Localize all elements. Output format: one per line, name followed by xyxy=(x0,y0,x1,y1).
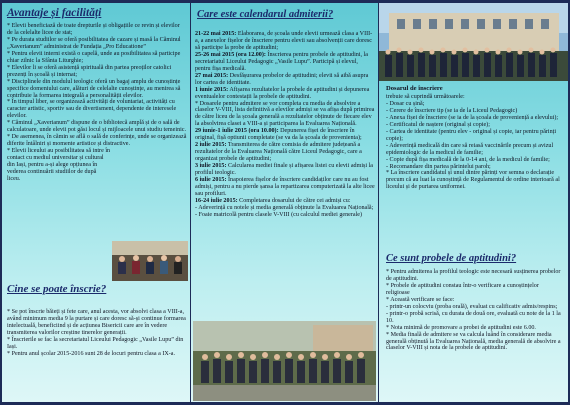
dossier-title: Dosarul de înscriere xyxy=(386,85,443,92)
calendar-entry-text: Elaborarea, de școala unde elevii urmează clasa a VIII-a, a anexelor fișelor de înscriere pentru elevii sau absolvenții care doresc să participe la probe de aptitudini; xyxy=(195,31,373,51)
calendar-entry-date: 6 iulie 2015: xyxy=(195,177,227,184)
aptitude-tests-title: Ce sunt probele de aptitudini? xyxy=(386,253,517,264)
calendar-entry-text: Înscrierea pentru probele de aptitudini, la secretariatul Liceului Pedagogic „Vasile Lupu”. Participă și elevul, pentru fișa medicală. xyxy=(195,51,368,72)
dossier-item: - Anexa fișei de înscriere (se ia de la școala de proveniență a elevului); xyxy=(386,114,559,121)
dossier-item: - Dosar cu șină; xyxy=(386,100,425,107)
advantage-item: * Pentru elevii interni există o capelă, unde au posibilitatea să participe chiar zilnic la Sfânta Liturghie; xyxy=(7,50,181,64)
panel-advantages xyxy=(2,3,190,402)
calendar-entry xyxy=(195,212,375,219)
calendar-title: Care este calendarul admiterii? xyxy=(197,9,334,20)
calendar-entry xyxy=(195,198,375,205)
advantages-title: Avantaje și facilități xyxy=(7,7,102,19)
dossier-item: - Certificatul de naștere (original și copie); xyxy=(386,121,490,128)
calendar-entry-text: * Dosarele pentru admitere se vor completa cu media de absolvire a claselor V-VIII, lista definitivă a elevilor admiși se va afișa după primirea de către liceu de la școala generală a rezultatelor obținute de fiecare elev la absolvirea clasei a VIII-a și participarea la Evaluarea Națională. xyxy=(195,100,375,128)
calendar-entry-text: Desfășurarea probelor de aptitudini; elevii să aibă asupra lor cartea de identitate. xyxy=(195,72,369,86)
dossier-item: trebuie să cuprindă următoarele: xyxy=(386,94,465,100)
advantage-item: * Elevii beneficiază de toate drepturile și obligațiile ce revin și elevilor de la celelalte licee de stat; xyxy=(7,23,180,36)
enrollment-item: * Înscrierile se fac la secretariatul Liceului Pedagogic „Vasile Lupu” din Iași. xyxy=(7,336,184,350)
enrollment-item: * Pentru anul școlar 2015-2016 sunt 28 de locuri pentru clasa a IX-a. xyxy=(7,350,176,357)
school-building-photo xyxy=(379,3,568,81)
advantage-item: * Pe durata studiilor se oferă posibilitatea de cazare și masă la Căminul „Xaverianum” administrat de Fundația „Pro Educatione” xyxy=(7,36,181,50)
calendar-entry xyxy=(195,52,375,73)
dossier-item: - Recomandare din partea părintelui paroh; xyxy=(386,163,491,170)
aptitude-item: - printr-un colocviu (proba orală), evaluat cu calificativ admis/respins; xyxy=(386,303,558,310)
calendar-entry xyxy=(195,128,375,142)
calendar-entry-text: - Adeverință cu notele și media generală obținute la Evaluarea Națională; xyxy=(195,204,374,211)
aptitude-item: - printr-o probă scrisă, cu durata de două ore, evaluată cu note de la 1 la 10. xyxy=(386,310,561,324)
calendar-entry-date: 29 iunie-1 iulie 2015 (ora 10.00): xyxy=(195,128,279,135)
calendar-entry-text: Transmiterea de către comisia de admitere județeană a rezultatelor de la Evaluarea Națională către Liceul Pedagogic, care a organizat probele de aptitudini; xyxy=(195,142,362,163)
enrollment-item: * Se pot înscrie băieți și fete care, anul acesta, vor absolvi clasa a VIII-a, având minimum media 9 la purtare și care doresc să-și continue formarea intelectuală, beneficiind și de acțiunea Bisericii care are în vedere transmiterea valorilor creștine tinerelor generații. xyxy=(7,309,186,336)
advantage-item: * În timpul liber, se organizează activități de voluntariat, activități cu caracter artistic, sportiv sau de divertisment, dependente de interesele elevilor. xyxy=(7,99,177,120)
calendar-entry xyxy=(195,31,375,52)
calendar-entry-date: 27 mai 2015: xyxy=(195,72,229,79)
calendar-entry-date: 21-22 mai 2015: xyxy=(195,31,237,37)
enrollment-list xyxy=(7,309,188,358)
advantage-item: * De asemenea, în cămin se află o sală de conferințe, unde se organizează diferite întâlniri și momente artistice și distractive. xyxy=(7,134,187,148)
aptitude-item: * Media finală de admitere se va calcula luând în considerare media generală obținută la Evaluarea Națională, media generală de absolvire a claselor V-VIII și nota de la probele de aptitudini. xyxy=(386,331,561,352)
advantage-item: * Disciplinele din modulul teologic oferă un bagaj amplu de cunoștințe specifice domeniului care, alături de celelalte cunoștințe, au menirea să contribuie la formarea integrală a personalității elevilor. xyxy=(7,78,181,99)
calendar-entry-text: - Foaie matricolă pentru clasele V-VIII (cu calculul mediei generale) xyxy=(195,211,362,218)
calendar-entry xyxy=(195,142,375,163)
advantages-list xyxy=(7,23,187,183)
who-can-enroll-title: Cine se poate înscrie? xyxy=(7,283,107,295)
calendar-entry xyxy=(195,205,375,212)
advantage-item: * Elevii liceului au posibilitatea să intre în contact cu mediul universitar și cultural din Iași, pentru a-și alege opțiunea în vederea continuării studiilor de după liceu. xyxy=(7,148,111,182)
calendar-entry-text: Completarea dosarului de către cei admiși cu: xyxy=(237,197,351,204)
calendar-entry-text: Depunerea fișei de înscriere în original, fișă optiunii completate (se va da la școala de provenienta); xyxy=(195,128,362,142)
dossier-item: - Copie după fișa medicală de la 0-14 ani, de la medicul de familie; xyxy=(386,156,550,163)
calendar-entry xyxy=(195,87,375,101)
calendar-entry-date: 25-26 mai 2015 (ora 12.00): xyxy=(195,51,266,58)
advantage-item: * Elevilor li se oferă asistență spirituală din partea preoților catolici prezenți în școală și internat; xyxy=(7,64,172,78)
calendar-entry-date: 16-24 iulie 2015: xyxy=(195,197,238,204)
aptitude-item: * Probele de aptitudini constau într-o verificare a cunoștințelor religioase xyxy=(386,282,539,296)
aptitude-item: * Nota minimă de promovare a probei de aptitudini este 6.00. xyxy=(386,324,536,331)
calendar-entry-text: Înapoierea fișelor de înscriere candidaților care nu au fost admiși, pentru a nu pierde șansa la repartizarea computerizată la alte licee sau profiluri. xyxy=(195,177,375,197)
calendar-entry-date: 2 iulie 2015: xyxy=(195,142,227,149)
panel-dossier xyxy=(379,3,568,402)
group-photo xyxy=(193,321,376,401)
calendar-entry-date: 3 iulie 2015: xyxy=(195,163,227,170)
dossier-item: - Cerere de înscriere tip (se ia de la Liceul Pedagogic) xyxy=(386,107,518,114)
dossier-item: - Cartea de identitate (pentru elev - original și copie, iar pentru părinți copie); xyxy=(386,128,557,142)
calendar-entry xyxy=(195,163,375,177)
aptitude-item: * Această verificare se face: xyxy=(386,296,455,303)
calendar-entry-text: Afișarea rezultatelor la probele de aptitudini și depunerea eventualelor contestații la probele de aptitudini. xyxy=(195,86,370,100)
aptitude-item: * Pentru admiterea la profilul teologic este necesară susținerea probelor de aptitudini. xyxy=(386,269,561,282)
dossier-item: - Adeverință medicală din care să reiasă vaccinările precum și avizul epidemiologic de la medicul de familie; xyxy=(386,142,554,156)
panel-calendar xyxy=(191,3,378,402)
calendar-entry xyxy=(195,73,375,87)
calendar-list xyxy=(195,31,375,219)
advantage-item: * Căminul „Xaverianum” dispune de o bibliotecă amplă și de o sală de calculatoare, unde elevii pot găsi locul și mijloacele unui studiu temeinic. xyxy=(7,120,187,134)
calendar-entry-date: 1 iunie 2015: xyxy=(195,86,229,93)
students-photo xyxy=(112,241,188,281)
aptitude-list xyxy=(386,269,564,352)
calendar-entry xyxy=(195,101,375,129)
dossier-item: * La înscriere candidatul și unul dintre părinți vor semna o declarație precum că au luat la cunoștință de Regulamentul de ordine interioară al liceului și de purtarea uniformei. xyxy=(386,170,560,191)
calendar-entry-text: Calcularea mediei finale și afișarea listei cu elevii admiși la profilul teologic. xyxy=(195,163,374,177)
dossier-list xyxy=(386,94,564,191)
calendar-entry xyxy=(195,177,375,198)
